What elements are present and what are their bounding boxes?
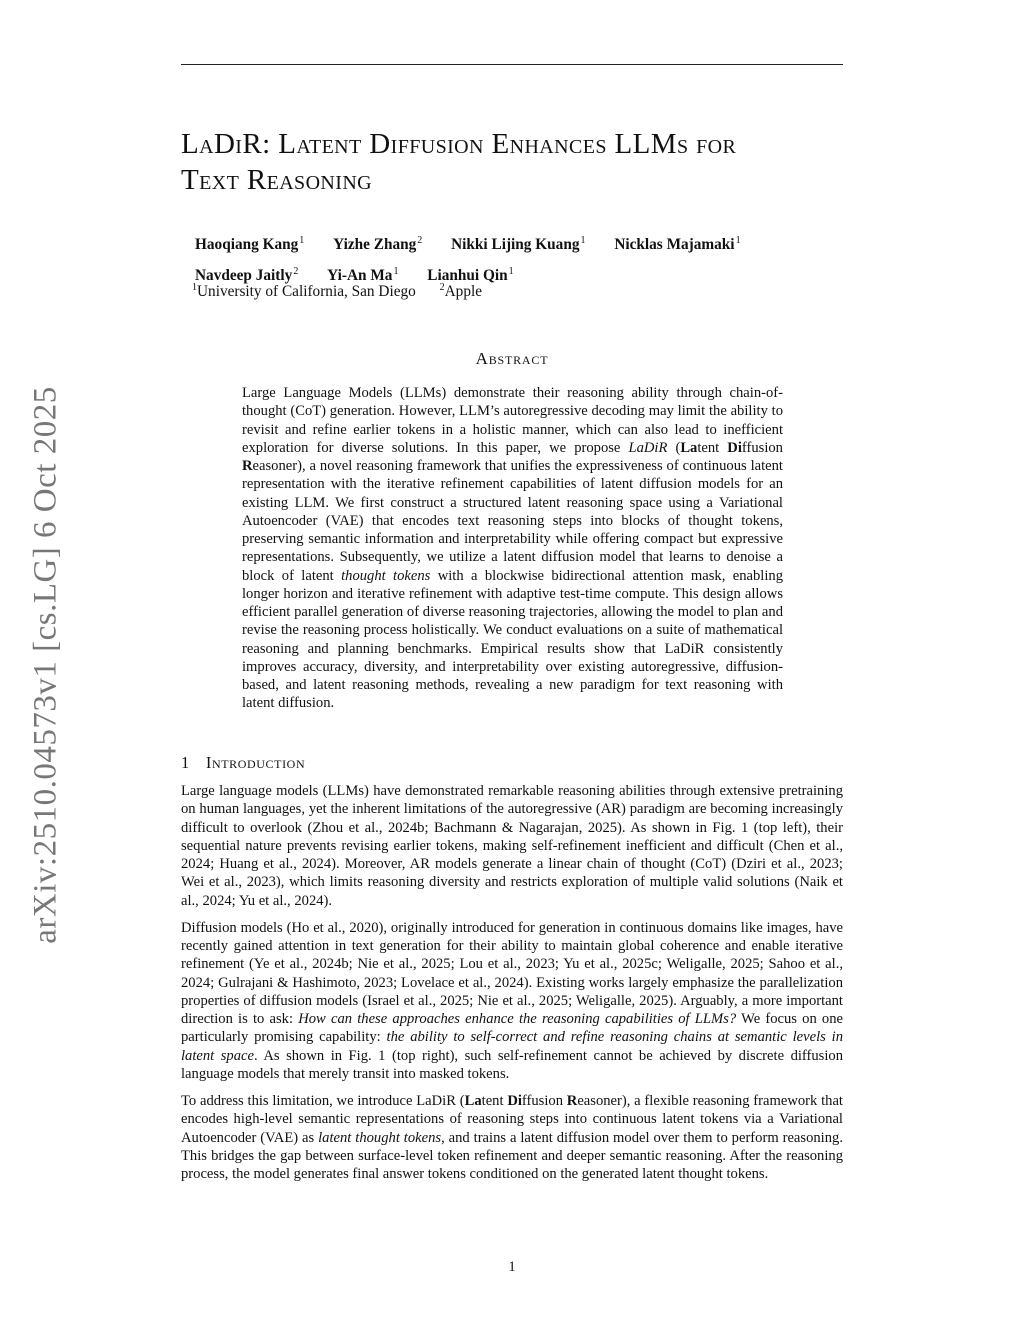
author: Haoqiang Kang$^1$ — [195, 235, 305, 253]
paragraph: To address this limitation, we introduce LaDiR (Latent Diffusion Reasoner), a flexible reasoning framework that encodes high-level semantic representations of reasoning steps into continuous latent tokens via a Variational Autoencoder (VAE) as latent thought tokens, and trains a latent diffusion model over them to perform reasoning. This bridges the gap between surface-level token refinement and deeper semantic reasoning. After the reasoning process, the model generates final answer tokens conditioned on the generated latent thought tokens. — [181, 1093, 843, 1182]
author: Nikki Lijing Kuang$^1$ — [451, 235, 586, 253]
title-line-2: Text Reasoning — [181, 164, 373, 196]
author-list — [195, 227, 835, 289]
author: Nicklas Majamaki$^1$ — [614, 235, 741, 253]
paper-title — [181, 126, 851, 198]
affiliations — [191, 282, 501, 301]
section-number: 1 — [181, 753, 190, 772]
author: Yi-An Ma$^1$ — [327, 266, 399, 284]
section-heading — [181, 753, 305, 773]
abstract-text: Large Language Models (LLMs) demonstrate their reasoning ability through chain-of-thought (CoT) generation. However, LLM’s autoregressive decoding may limit the ability to revisit and refine earlier tokens in a holistic manner, which can also lead to inefficient exploration for diverse solutions. In this paper, we propose LaDiR (Latent Diffusion Reasoner), a novel reasoning framework that unifies the expressiveness of continuous latent representation with the iterative refinement capabilities of latent diffusion models for an existing LLM. We first construct a structured latent reasoning space using a Variational Autoencoder (VAE) that encodes text reasoning steps into blocks of thought tokens, preserving semantic information and interpretability while offering compact but expressive representations. Subsequently, we utilize a latent diffusion model that learns to denoise a block of latent thought tokens with a blockwise bidirectional attention mask, enabling longer horizon and iterative refinement with adaptive test-time compute. This design allows efficient parallel generation of diverse reasoning trajectories, allowing the model to plan and revise the reasoning process holistically. We conduct evaluations on a suite of mathematical reasoning and planning benchmarks. Empirical results show that LaDiR consistently improves accuracy, diversity, and interpretability over existing autoregressive, diffusion-based, and latent reasoning methods, revealing a new paradigm for text reasoning with latent diffusion. — [242, 385, 783, 712]
abstract-heading: Abstract — [475, 349, 549, 368]
header-rule — [181, 64, 843, 65]
arxiv-identifier[interactable]: arXiv:2510.04573v1 [cs.LG] 6 Oct 2025 — [27, 386, 64, 944]
author: Lianhui Qin$^1$ — [427, 266, 514, 284]
page-number: 1 — [508, 1259, 516, 1275]
paragraph: Diffusion models (Ho et al., 2020), originally introduced for generation in continuous domains like images, have recently gained attention in text generation for their ability to maintain global coherence and enable iterative refinement (Ye et al., 2024b; Nie et al., 2025; Lou et al., 2023; Yu et al., 2025c; Weligalle, 2025; Sahoo et al., 2024; Gulrajani & Hashimoto, 2023; Lovelace et al., 2024). Existing works largely emphasize the parallelization properties of diffusion models (Israel et al., 2025; Nie et al., 2025; Weligalle, 2025). Arguably, a more important direction is to ask: How can these approaches enhance the reasoning capabilities of LLMs? We focus on one particularly promising capability: the ability to self-correct and refine reasoning chains at semantic levels in latent space. As shown in Fig. 1 (top right), such self-refinement cannot be achieved by discrete diffusion language models that merely transit into masked tokens. — [181, 919, 844, 1082]
affiliation: $^1$University of California, San Diego — [192, 282, 416, 300]
title-line-1: LaDiR: Latent Diffusion Enhances LLMs for — [181, 128, 737, 160]
body-text — [181, 782, 843, 1192]
affiliation: $^2$Apple — [439, 282, 483, 300]
author: Navdeep Jaitly$^2$ — [195, 266, 299, 284]
author: Yizhe Zhang$^2$ — [333, 235, 423, 253]
section-title: Introduction — [205, 753, 306, 772]
paragraph: Large language models (LLMs) have demonstrated remarkable reasoning abilities through extensive pretraining on human languages, yet the inherent limitations of the autoregressive (AR) paradigm are becoming increasingly difficult to overlook (Zhou et al., 2024b; Bachmann & Nagarajan, 2025). As shown in Fig. 1 (top left), their sequential nature prevents revising earlier tokens, making self-refinement inefficient and difficult (Chen et al., 2024; Huang et al., 2024). Moreover, AR models generate a linear chain of thought (CoT) (Dziri et al., 2023; Wei et al., 2023), which limits reasoning diversity and restricts exploration of multiple valid solutions (Naik et al., 2024; Yu et al., 2024). — [181, 783, 843, 909]
